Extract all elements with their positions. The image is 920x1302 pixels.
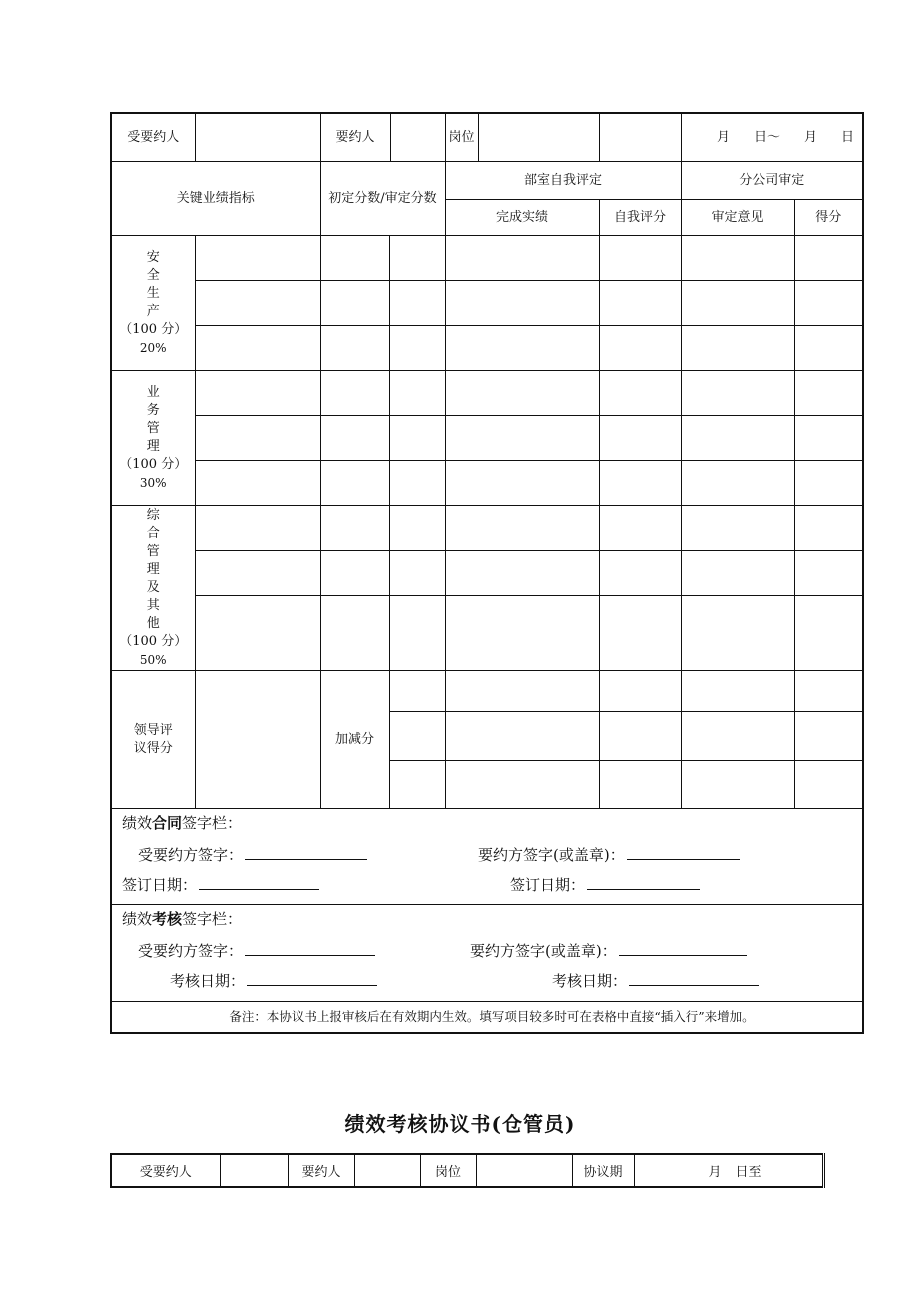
review-recipient-sign: 受要约方签字： [138,941,375,960]
table-row [111,461,863,506]
review-recipient-sign-line[interactable] [245,941,375,956]
review-score-cell[interactable] [389,326,445,371]
kpi-cell[interactable] [195,281,320,326]
review-date-right-line[interactable] [629,971,759,986]
kpi-cell[interactable] [195,326,320,371]
kpi-cell[interactable] [195,236,320,281]
performance-agreement-table [110,112,864,1034]
review-score-cell[interactable] [389,371,445,416]
leader-kpi-cell[interactable] [195,671,320,809]
contract-date-left: 签订日期： [122,875,319,894]
review-opinion-cell[interactable] [681,671,794,712]
second-header-row [111,1154,823,1187]
self-score-cell[interactable] [599,326,681,371]
self-score-cell[interactable] [599,596,681,671]
review-score-cell[interactable] [389,596,445,671]
self-score-cell[interactable] [599,551,681,596]
actual-result-cell[interactable] [445,371,599,416]
section-safety-label: 安 全 生 产 （100 分） 20% [111,236,195,371]
review-score-cell[interactable] [389,506,445,551]
header-row [111,113,863,162]
review-score-cell[interactable] [389,461,445,506]
final-score-cell[interactable] [794,461,863,506]
final-score-cell[interactable] [794,416,863,461]
self-score-cell[interactable] [599,712,681,761]
page-title: 绩效考核协议书(仓管员) [344,1112,576,1136]
table-row [111,236,863,281]
self-score-cell[interactable] [599,416,681,461]
contract-sign-title: 绩效合同签字栏： [122,814,243,832]
initial-score-cell[interactable] [320,461,389,506]
review-score-cell[interactable] [389,761,445,809]
actual-result-header: 完成实绩 [445,200,599,236]
actual-result-cell[interactable] [445,281,599,326]
dept-eval-header: 部室自我评定 [445,162,681,200]
table-row [111,671,863,712]
table-row [111,281,863,326]
final-score-cell[interactable] [794,326,863,371]
self-score-cell[interactable] [599,761,681,809]
final-score-cell[interactable] [794,712,863,761]
column-header-row [111,162,863,200]
initial-score-cell[interactable] [320,326,389,371]
review-opinion-header: 审定意见 [681,200,794,236]
review-score-cell[interactable] [389,671,445,712]
review-score-cell[interactable] [389,416,445,461]
review-sign-title: 绩效考核签字栏： [122,910,243,928]
review-offeror-sign-line[interactable] [619,941,747,956]
kpi-cell[interactable] [195,371,320,416]
kpi-cell[interactable] [195,416,320,461]
adjust-score-label: 加减分 [320,671,389,809]
review-date-left-line[interactable] [247,971,377,986]
initial-score-cell[interactable] [320,506,389,551]
final-score-cell[interactable] [794,761,863,809]
review-sign-block [112,905,862,1001]
actual-result-cell[interactable] [445,506,599,551]
initial-score-cell[interactable] [320,371,389,416]
final-score-cell[interactable] [794,236,863,281]
initial-score-cell[interactable] [320,236,389,281]
final-score-cell[interactable] [794,506,863,551]
agreement-period-field[interactable]: 月 日～ 月 日 [681,113,863,162]
contract-date-right: 签订日期： [510,875,700,894]
review-opinion-cell[interactable] [681,236,794,281]
initial-score-cell[interactable] [320,416,389,461]
actual-result-cell[interactable] [445,761,599,809]
position-field[interactable] [478,114,599,161]
final-score-cell[interactable] [794,671,863,712]
review-opinion-cell[interactable] [681,506,794,551]
kpi-header: 关键业绩指标 [111,162,320,236]
offeror-label: 要约人 [335,129,375,145]
note-text: 备注：本协议书上报审核后在有效期内生效。填写项目较多时可在表格中直接“插入行”来增加。 [111,1002,863,1034]
second-period-label: 协议期 [572,1154,634,1187]
kpi-cell[interactable] [195,461,320,506]
self-score-header: 自我评分 [599,200,681,236]
table-row [111,506,863,551]
branch-review-header: 分公司审定 [681,162,863,200]
contract-offeror-sign-line[interactable] [627,845,740,860]
contract-offeror-sign: 要约方签字(或盖章)： [478,845,740,864]
final-score-cell[interactable] [794,371,863,416]
actual-result-cell[interactable] [445,461,599,506]
actual-result-cell[interactable] [445,671,599,712]
offeror-field[interactable] [390,114,445,161]
section-business-label: 业 务 管 理 （100 分） 30% [111,371,195,506]
contract-recipient-sign: 受要约方签字： [138,845,367,864]
review-score-cell[interactable] [389,551,445,596]
actual-result-cell[interactable] [445,596,599,671]
self-score-cell[interactable] [599,236,681,281]
review-score-cell[interactable] [389,236,445,281]
second-offeror-field[interactable] [354,1154,420,1187]
final-score-cell[interactable] [794,596,863,671]
table-row [111,416,863,461]
review-opinion-cell[interactable] [681,761,794,809]
contract-sign-block [112,809,862,904]
self-score-cell[interactable] [599,671,681,712]
table-row [111,551,863,596]
self-score-cell[interactable] [599,461,681,506]
review-sign-row [111,905,863,1002]
review-opinion-cell[interactable] [681,596,794,671]
kpi-cell[interactable] [195,506,320,551]
contract-recipient-sign-line[interactable] [245,845,367,860]
self-score-cell[interactable] [599,506,681,551]
review-opinion-cell[interactable] [681,416,794,461]
note-row [111,1002,863,1034]
table-row [111,596,863,671]
second-offeror-label: 要约人 [288,1154,354,1187]
final-score-cell[interactable] [794,281,863,326]
actual-result-cell[interactable] [445,551,599,596]
table-row [111,371,863,416]
review-date-left: 考核日期： [170,971,377,990]
second-position-field[interactable] [476,1154,572,1187]
second-position-label: 岗位 [420,1154,476,1187]
recipient-label: 受要约人 [111,113,195,162]
contract-date-right-line[interactable] [587,875,700,890]
contract-date-left-line[interactable] [199,875,319,890]
review-opinion-cell[interactable] [681,551,794,596]
actual-result-cell[interactable] [445,326,599,371]
table-row [111,326,863,371]
second-period-field[interactable]: 月 日至 [634,1154,823,1187]
section-general-label: 综 合 管 理 及 其 他 （100 分） 50% [111,506,195,671]
actual-result-cell[interactable] [445,712,599,761]
position-label: 岗位 [448,129,475,145]
review-opinion-cell[interactable] [681,281,794,326]
self-score-cell[interactable] [599,281,681,326]
final-score-header: 得分 [794,200,863,236]
review-score-cell[interactable] [389,281,445,326]
initial-score-cell[interactable] [320,596,389,671]
final-score-cell[interactable] [794,551,863,596]
kpi-cell[interactable] [195,551,320,596]
review-opinion-cell[interactable] [681,326,794,371]
actual-result-cell[interactable] [445,236,599,281]
second-recipient-field[interactable] [220,1154,288,1187]
contract-sign-row [111,809,863,905]
second-form-table [110,1153,825,1188]
review-offeror-sign: 要约方签字(或盖章)： [470,941,747,960]
review-opinion-cell[interactable] [681,371,794,416]
score-header: 初定分数/审定分数 [320,162,445,236]
review-opinion-cell[interactable] [681,712,794,761]
initial-score-cell[interactable] [320,281,389,326]
initial-score-cell[interactable] [320,551,389,596]
review-date-right: 考核日期： [552,971,759,990]
kpi-cell[interactable] [195,596,320,671]
self-score-cell[interactable] [599,371,681,416]
recipient-field[interactable] [195,113,320,162]
actual-result-cell[interactable] [445,416,599,461]
review-score-cell[interactable] [389,712,445,761]
leader-eval-label: 领导评 议得分 [111,671,195,809]
second-recipient-label: 受要约人 [111,1154,220,1187]
review-opinion-cell[interactable] [681,461,794,506]
